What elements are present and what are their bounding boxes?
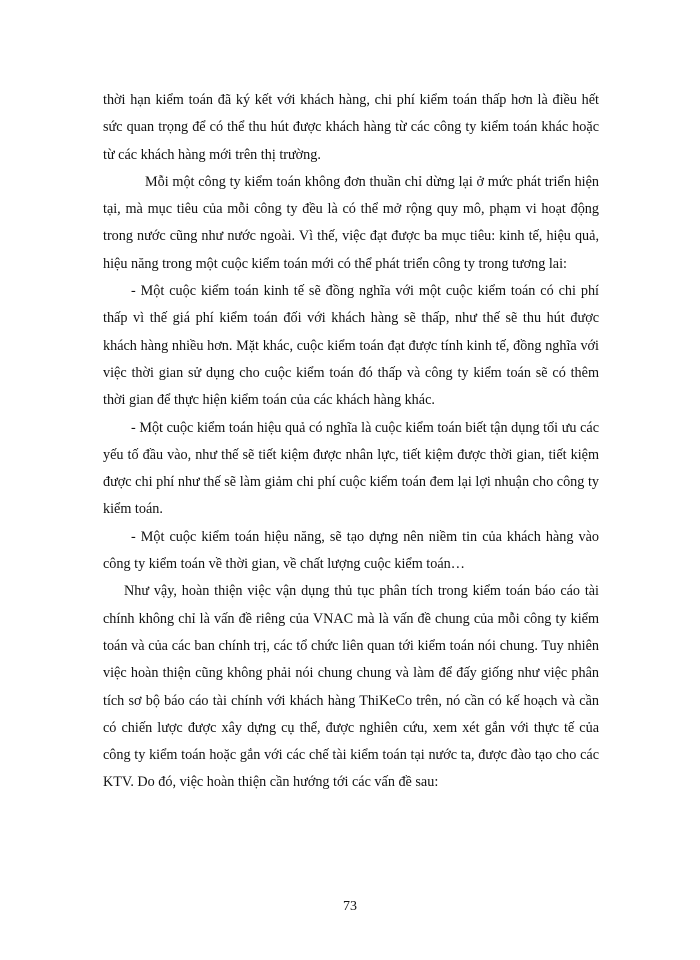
- paragraph-effective-audit: - Một cuộc kiểm toán hiệu năng, sẽ tạo dựng nên niềm tin của khách hàng vào công ty kiểm toán về thời gian, về chất lượng cuộc kiểm toán…: [103, 528, 599, 573]
- paragraph-conclusion: Như vậy, hoàn thiện việc vận dụng thủ tục phân tích trong kiểm toán báo cáo tài chính không chỉ là vấn đề riêng của VNAC mà là vấn đề chung của mỗi công ty kiểm toán và của các ban chính trị, các tổ chức liên quan tới kiểm toán nói chung. Tuy nhiên việc hoàn thiện cũng không phải nói chung chung và làm để đấy giống như việc phân tích sơ bộ báo cáo tài chính với khách hàng ThiKeCo trên, nó cần có kế hoạch và cần có chiến lược được xây dựng cụ thể, được nghiên cứu, xem xét gắn với thực tế của công ty kiểm toán hoặc gắn với các chế tài kiểm toán tại nước ta, được đào tạo cho các KTV. Do đó, việc hoàn thiện cần hướng tới các vấn đề sau:: [103, 583, 599, 791]
- paragraph-company-goals: Mỗi một công ty kiểm toán không đơn thuần chỉ dừng lại ở mức phát triển hiện tại, mà mục tiêu của mỗi công ty đều là có thể mở rộng quy mô, phạm vi hoạt động trong nước cũng như nước ngoài. Vì thế, việc đạt được ba mục tiêu: kinh tế, hiệu quả, hiệu năng trong một cuộc kiểm toán mới có thể phát triển công ty trong tương lai:: [103, 173, 599, 272]
- page-number: 73: [343, 899, 357, 914]
- paragraph-efficient-audit: - Một cuộc kiểm toán hiệu quả có nghĩa là cuộc kiểm toán biết tận dụng tối ưu các yếu tố đầu vào, như thế sẽ tiết kiệm được nhân lực, tiết kiệm được thời gian, tiết kiệm được chi phí như thế sẽ làm giảm chi phí cuộc kiểm toán đem lại lợi nhuận cho công ty kiểm toán.: [103, 419, 599, 518]
- body-text: [103, 87, 599, 797]
- paragraph-economic-audit: - Một cuộc kiểm toán kinh tế sẽ đồng nghĩa với một cuộc kiểm toán có chi phí thấp vì thế giá phí kiểm toán đối với khách hàng sẽ thấp, như thế sẽ thu hút được khách hàng nhiều hơn. Mặt khác, cuộc kiểm toán đạt được tính kinh tế, đồng nghĩa với việc thời gian sử dụng cho cuộc kiểm toán đó thấp và công ty kiểm toán sẽ có thêm thời gian để thực hiện kiểm toán của các khách hàng khác.: [103, 283, 599, 409]
- paragraph-continuation: thời hạn kiểm toán đã ký kết với khách hàng, chi phí kiểm toán thấp hơn là điều hết sức quan trọng để có thể thu hút được khách hàng từ các công ty kiểm toán khác hoặc từ các khách hàng mới trên thị trường.: [103, 92, 599, 163]
